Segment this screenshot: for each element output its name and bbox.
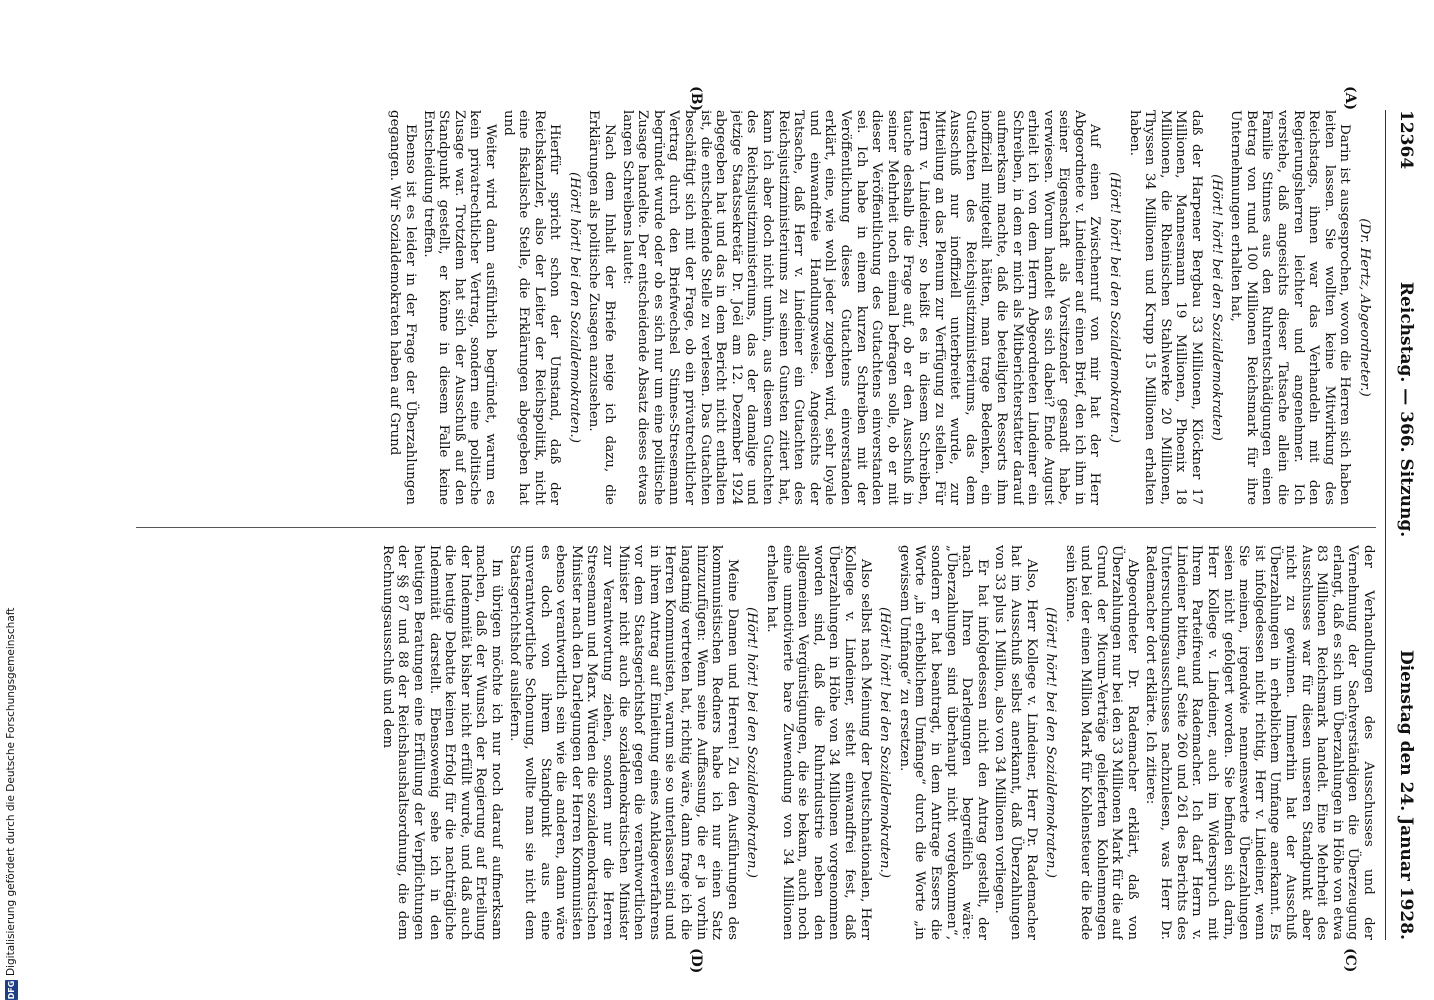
column-divider [136, 527, 1376, 528]
margin-marker-b: (B) [688, 86, 704, 112]
paragraph: Weiter wird dann ausführlich begründet, warum es kein privatrechtlicher Vertrag, sondern eine politische Zusage war. Trotzdem hat sich der Ausschuß auf den Standpunkt gestellt, er könne in diesem Falle keine Entscheidung treffen. [420, 110, 498, 505]
header-rule [1385, 110, 1386, 940]
interjection: (Hört! hört! bei den Sozialdemokraten.) [1043, 607, 1059, 878]
interjection: (Hört! hört! bei den Sozialdemokraten.) [877, 607, 893, 878]
dfg-logo-icon: DFG [6, 980, 16, 1000]
margin-marker-d: (D) [688, 948, 704, 974]
margin-marker-c: (C) [1342, 948, 1358, 973]
quotation: Abgeordneter Dr. Rademacher erklärt, daß von Überzahlungen nur bei den 33 Millionen Mark für die auf Grund der Micum-Verträge gelieferten Kohlenmengen und bei der einen Million Mark für Kohlensteuer die Rede sein könne. [1062, 545, 1141, 940]
margin-marker-a: (A) [1342, 86, 1358, 111]
quotation: Nach dem Inhalt der Briefe neige ich dazu, die Erklärungen als politische Zusagen anzusehen. [586, 110, 618, 505]
interjection: (Hört! hört! bei den Sozialdemokraten.) [1107, 172, 1123, 443]
interjection: (Hört! hört! bei den Sozialdemokraten.) [744, 607, 760, 878]
paragraph: Ebenso ist es leider in der Frage der Überzahlungen gegangen. Wir Sozialdemokraten haben auf Grund [387, 110, 418, 505]
interjection: (Hört! hört! bei den Sozialdemokraten) [1208, 174, 1224, 441]
right-column [130, 545, 1376, 940]
digitization-footer [2, 10, 20, 1000]
footer-text: Digitalisierung gefördert durch die Deutsche Forschungsgemeinschaft [5, 607, 17, 976]
paragraph: Also selbst nach Meinung der Deutschnationalen, Herr Kollege v. Lindeiner, steht einwandfrei fest, daß Überzahlungen in Höhe von 34 Millionen vorgenommen worden sind, daß die Ruhrindustrie neben den allgemeinen Vergünstigungen, die sie bekam, auch noch eine unmotivierte bare Zuwendung von 34 Millionen erhalten hat. [764, 545, 873, 940]
paragraph: Im übrigen möchte ich nur noch darauf aufmerksam machen, daß der Wunsch der Regierung auf Erteilung der Indemnität bisher nicht erfüllt wurde, und daß auch die heutige Debatte keinen Erfolg für die nachträgliche Indemnität darstellt. Ebensowenig sehe ich in den heutigen Beratungen eine Erfüllung der Verpflichtungen der §§ 87 und 88 der Reichshaushaltsordnung, die dem Rechnungsausschuß und dem [379, 545, 504, 940]
paragraph: Meine Damen und Herren! Zu den Ausführungen des kommunistischen Redners habe ich nur einen Satz hinzuzufügen: Wenn seine Auffassung, die er ja vorhin langatmig vertreten hat, richtig wäre, dann frage ich die Herren Kommunisten, warum sie so unterlassen sind und in ihrem Antrag auf Einleitung eines Anklageverfahrens vor dem Staatsgerichtshof gegen die verantwortlichen Minister nicht auch die sozialdemokratischen Minister zur Verantwortung ziehen, sondern nur die Herren Stresemann und Marx. Würden die sozialdemokratischen Minister nach den Darlegungen der Herren Kommunisten ebenso verantwortlich sein wie die anderen, dann wäre es doch von ihrem Standpunkt aus eine unverantwortliche Schonung, wollte man sie nicht dem Staatsgerichtshof ausliefern. [506, 545, 740, 940]
speaker-line: (Dr. Hertz, Abgeordneter.) [1357, 218, 1372, 397]
paragraph: Darin ist ausgesprochen, wovon die Herren sich haben leiten lassen. Sie wollten keine Mitwirkung des Reichstags, ihnen war das Verhandeln mit den Regierungsherren leichter und angenehmer. Ich verstehe, daß angesichts dieser Tatsache allein die Familie Stinnes aus den Ruhrentschädigungen einen Betrag von rund 100 Millionen Reichsmark für ihre Unternehmungen erhalten hat, [1228, 110, 1353, 505]
page-number: 12364 [1396, 110, 1416, 170]
header-date: Dienstag den 24. Januar 1928. [1396, 649, 1416, 940]
paragraph: Er hat infolgedessen nicht den Antrag gestellt, der nach Ihren Darlegungen begreiflich wäre: „Überzahlungen sind überhaupt nicht vorgekommen“, sondern er hat beantragt, in dem Antrage Essers die Worte „in erheblichem Umfange“ durch die Worte „in gewissem Umfange“ zu ersetzen. [896, 545, 990, 940]
page-header [1390, 110, 1416, 940]
paragraph: der Verhandlungen des Ausschusses und der Vernehmung der Sachverständigen die Überzeugung erlangt, daß es sich um Überzahlungen in Höhe von etwa 83 Millionen Reichsmark handelt. Eine Mehrheit des Ausschusses war für diesen unseren Standpunkt aber nicht zu gewinnen. Immerhin hat der Ausschuß Überzahlungen in erheblichem Umfange anerkannt. Es ist infolgedessen nicht richtig, Herr v. Lindeiner, wenn Sie meinen, irgendwie nennenswerte Überzahlungen seien nicht gefolgert worden. Sie befinden sich darin, Herr Kollege v. Lindeiner, auch im Widerspruch mit Ihrem Parteifreund Rademacher. Ich darf Herrn v. Lindeiner bitten, auf Seite 260 und 261 des Berichts des Untersuchungsausschusses nachzulesen, was Herr Dr. Rademacher dort erklärte. Ich zitiere: [1142, 545, 1376, 940]
paragraph: daß der Harpener Bergbau 33 Millionen, Klöckner 17 Millionen, Mannesmann 19 Millionen, Phoenix 18 Millionen, die Rheinischen Stahlwerke 20 Millionen, Thyssen 34 Millionen und Krupp 15 Millionen erhalten haben. [1126, 110, 1205, 505]
left-column [130, 110, 1376, 505]
interjection: (Hört! hört! bei den Sozialdemokraten.) [566, 172, 582, 443]
paragraph: Auf einen Zwischenruf von mir hat der Herr Abgeordnete v. Lindeiner auf einen Brief, den ich ihm in seiner Eigenschaft als Vorsitzender gesandt habe, verwiesen. Worum handelt es sich dabei? Ende August erhielt ich von dem Herrn Abgeordneten Lindeiner ein Schreiben, in dem er mich als Mitberichterstatter darauf aufmerksam machte, daß die beteiligten Ressorts ihm inoffiziell mitgeteilt hätten, man trage Bedenken, ein Gutachten des Reichsjustizministeriums, das dem Ausschuß nur inoffiziell unterbreitet wurde, zur Mitteilung an das Plenum zur Verfügung zu stellen. Für Herrn v. Lindeiner, so heißt es in diesem Schreiben, tauche deshalb die Frage auf, ob er den Ausschuß in seiner Mehrheit noch einmal befragen solle, ob er mit dieser Veröffentlichung des Gutachtens einverstanden sei. Ich habe in einem kurzen Schreiben mit der Veröffentlichung dieses Gutachtens einverstanden erklärt, eine, wie wohl jeder zugeben wird, sehr loyale und einwandfreie Handlungsweise. Angesichts der Tatsache, daß Herr v. Lindeiner ein Gutachten des Reichsjustizministeriums zu seinen Gunsten zitiert hat, kann ich aber doch nicht umhin, aus diesem Gutachten des Reichsjustizministeriums, das der damalige und jetzige Staatssekretär Dr. Joël am 12. Dezember 1924 abgegeben hat und das in dem Bericht nicht enthalten ist, die entscheidende Stelle zu verlesen. Das Gutachten beschäftigt sich mit der Frage, ob ein privatrechtlicher Vertrag durch den Briefwechsel Stinnes-Stresemann begründet wurde oder ob es sich nur um eine politische Zusage handelte. Der entscheidende Absatz dieses etwas langen Schreibens lautet: [619, 110, 1103, 505]
paragraph: Also, Herr Kollege v. Lindeiner, Herr Dr. Rademacher hat im Ausschuß selbst anerkannt, daß Überzahlungen von 33 plus 1 Million, also von 34 Millionen vorliegen. [992, 545, 1039, 940]
quotation: Hierfür spricht schon der Umstand, daß der Reichskanzler, also der Leiter der Reichspolitik, nicht eine fiskalische Stelle, die Erklärungen abgegeben hat und [500, 110, 563, 505]
header-title: Reichstag. — 366. Sitzung. [1396, 281, 1416, 538]
